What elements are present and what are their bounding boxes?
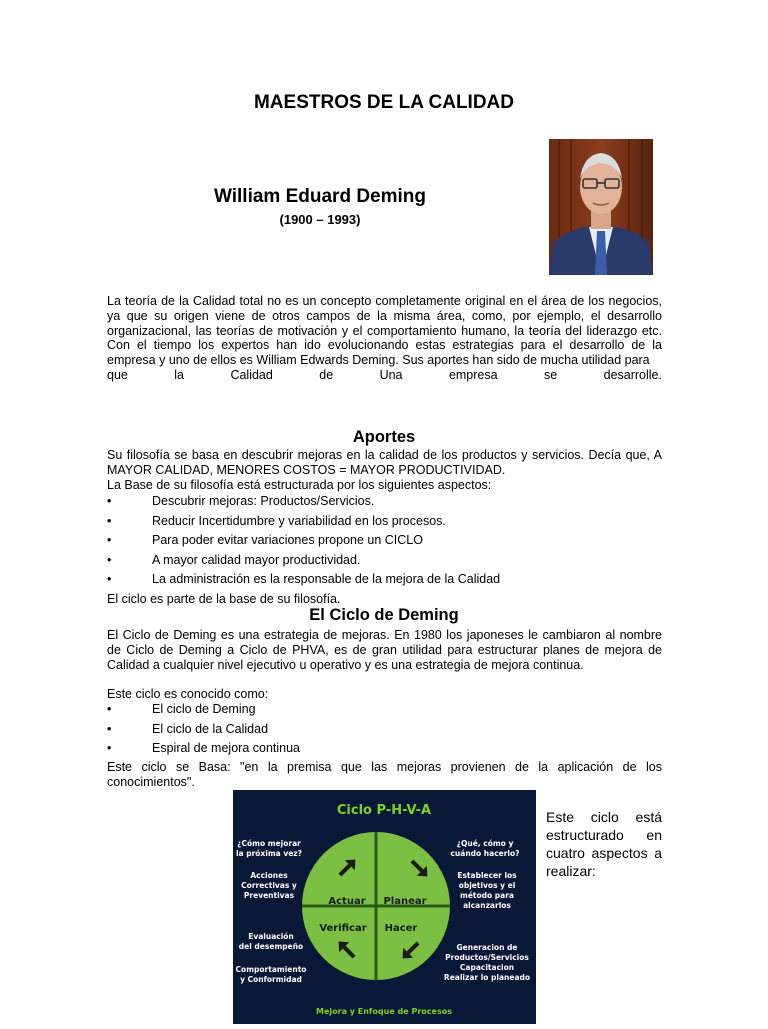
aportes-heading: Aportes <box>352 428 416 446</box>
list-item-text: Descubrir mejoras: Productos/Servicios. <box>152 494 375 508</box>
diagram-text: alcanzarlos <box>463 901 511 910</box>
phva-cycle-diagram <box>233 790 536 1024</box>
diagram-text: Evaluación <box>248 932 294 941</box>
diagram-title: Ciclo P-H-V-A <box>336 803 432 818</box>
list-item <box>107 553 662 573</box>
ciclo-heading: El Ciclo de Deming <box>309 606 459 624</box>
diagram-text: y Conformidad <box>240 975 302 984</box>
intro-word: de <box>319 368 334 382</box>
diagram-text: Establecer los <box>457 871 517 880</box>
diagram-footer: Mejora y Enfoque de Procesos <box>316 1007 452 1016</box>
diagram-text: Realizar lo planeado <box>443 973 531 982</box>
list-item <box>107 722 662 742</box>
quadrant-verificar-label: Verificar <box>319 923 367 934</box>
ciclo-known-as: Este ciclo es conocido como: <box>107 687 269 701</box>
ciclo-basis: Este ciclo se Basa: "en la premisa que las mejoras provienen de la aplicación de los conocimientos". <box>107 760 662 789</box>
intro-word: Calidad <box>230 368 273 382</box>
author-years: (1900 – 1993) <box>279 212 361 227</box>
diagram-text: Correctivas y <box>241 881 297 890</box>
aportes-paragraph: Su filosofía se basa en descubrir mejoras en la calidad de los productos y servicios. Decía que, A MAYOR CALIDAD, MENORES COSTOS = MAYOR PRODUCTIVIDAD. <box>107 448 662 477</box>
aportes-closing: El ciclo es parte de la base de su filosofía. <box>107 592 341 606</box>
author-name: William Eduard Deming <box>213 186 427 207</box>
diagram-text: Generacion de <box>456 943 518 952</box>
deming-portrait-photo <box>549 139 653 275</box>
diagram-text: Comportamiento <box>235 965 307 974</box>
list-item <box>107 514 662 534</box>
diagram-text: Preventivas <box>243 891 295 900</box>
list-item <box>107 702 662 722</box>
list-item-text: El ciclo de la Calidad <box>152 721 269 736</box>
bullet-icon: • <box>107 572 112 587</box>
list-item-text: La administración es la responsable de la mejora de la Calidad <box>152 572 501 587</box>
bullet-icon: • <box>107 721 112 736</box>
ciclo-bullet-list <box>107 702 662 761</box>
intro-word: la <box>174 368 185 382</box>
quadrant-planear-label: Planear <box>383 896 427 907</box>
list-item <box>107 572 662 592</box>
list-item-text: Espiral de mejora continua <box>152 741 300 756</box>
diagram-text: método para <box>460 891 514 900</box>
bullet-icon: • <box>107 513 112 528</box>
list-item-text: Para poder evitar variaciones propone un CICLO <box>152 533 423 548</box>
list-item <box>107 741 662 761</box>
list-item <box>107 533 662 553</box>
document-title: MAESTROS DE LA CALIDAD <box>253 92 515 113</box>
diagram-text: cuándo hacerlo? <box>450 849 520 858</box>
bullet-icon: • <box>107 741 112 756</box>
ciclo-paragraph: El Ciclo de Deming es una estrategia de mejoras. En 1980 los japoneses le cambiaron al nombre de Ciclo de Deming a Ciclo de PHVA, es de gran utilidad para estructurar planes de mejora de Calidad a cualquier nivel ejecutivo u operativo y es una estrategia de mejora continua. <box>107 628 662 672</box>
intro-word: empresa <box>448 368 498 382</box>
diagram-text: ¿Qué, cómo y <box>456 839 514 848</box>
ciclo-side-text: Este ciclo está estructurado en cuatro aspectos a realizar: <box>546 809 662 879</box>
bullet-icon: • <box>107 533 112 548</box>
intro-paragraph-last-line <box>107 368 662 382</box>
quadrant-hacer-label: Hacer <box>384 923 418 934</box>
intro-word: que <box>107 368 128 382</box>
diagram-text: Productos/Servicios <box>445 953 529 962</box>
intro-word: Una <box>379 368 403 382</box>
list-item-text: El ciclo de Deming <box>152 702 256 716</box>
diagram-text: Acciones <box>250 871 288 880</box>
list-item <box>107 494 662 514</box>
intro-word: se <box>544 368 558 382</box>
bullet-icon: • <box>107 702 112 716</box>
diagram-text: objetivos y el <box>458 881 516 890</box>
aportes-base-line: La Base de su filosofía está estructurada por los siguientes aspectos: <box>107 478 492 492</box>
bullet-icon: • <box>107 552 112 567</box>
list-item-text: A mayor calidad mayor productividad. <box>152 552 361 567</box>
diagram-text: la próxima vez? <box>235 849 303 858</box>
diagram-text: ¿Cómo mejorar <box>237 839 301 848</box>
bullet-icon: • <box>107 494 112 508</box>
intro-word: desarrolle. <box>603 368 662 382</box>
aportes-bullet-list <box>107 494 662 592</box>
quadrant-actuar-label: Actuar <box>328 896 366 907</box>
diagram-text: del desempeño <box>238 942 304 951</box>
intro-paragraph: La teoría de la Calidad total no es un concepto completamente original en el área de los negocios, ya que su origen viene de otros campos de la misma área, como, por ejemplo, el desarrollo organizacional, las teorías de motivación y el comportamiento humano, la teoría del liderazgo etc. Con el tiempo los expertos han ido evolucionando estas estrategias para el desarrollo de la empresa y uno de ellos es William Edwards Deming. Sus aportes han sido de mucha utilidad para <box>107 294 662 368</box>
list-item-text: Reducir Incertidumbre y variabilidad en los procesos. <box>152 513 446 528</box>
diagram-text: Capacitacion <box>459 963 515 972</box>
